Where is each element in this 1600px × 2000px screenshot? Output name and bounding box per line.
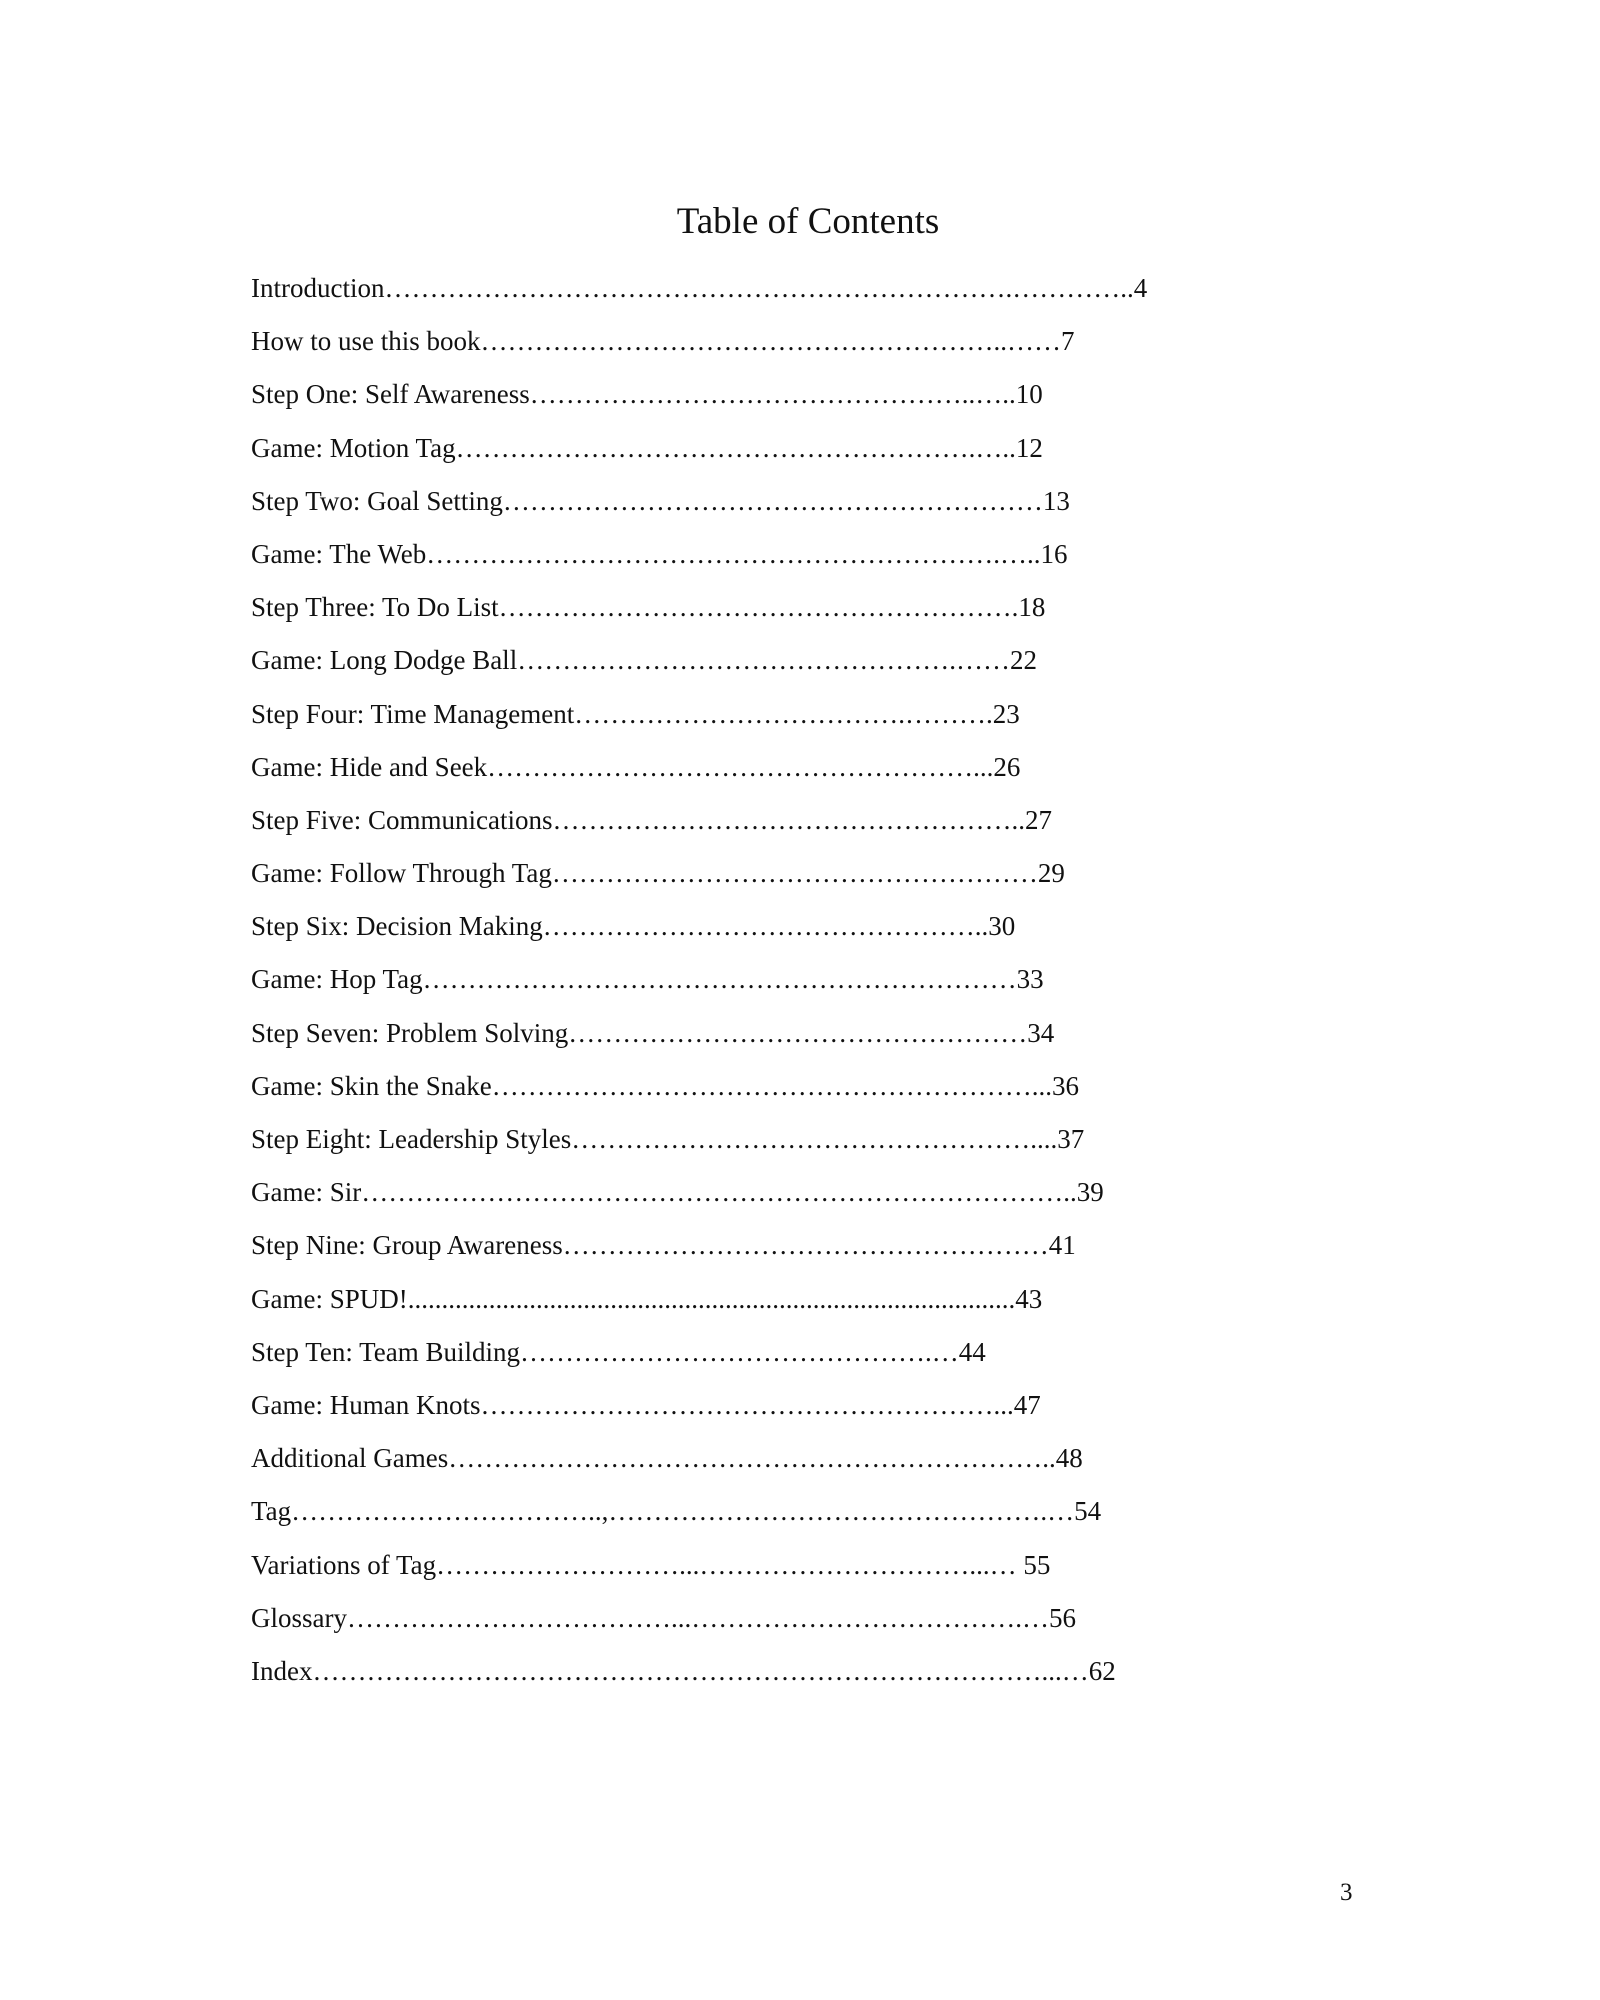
toc-entry-step-six: Step Six: Decision Making…………………………………………..30	[251, 911, 1016, 942]
toc-entry-game-motion-tag: Game: Motion Tag………………………………………………….…..12	[251, 432, 1043, 463]
toc-entry-game-follow-through-tag: Game: Follow Through Tag………………………………………………29	[251, 858, 1065, 889]
toc-entry-step-two: Step Two: Goal Setting……………………………………………………13	[251, 485, 1070, 516]
toc-entry-game-the-web: Game: The Web……………………………………………………….…..16	[251, 538, 1068, 569]
toc-entry-game-sir: Game: Sir……………………………………………………………………..39	[251, 1177, 1104, 1208]
toc-entry-step-four: Step Four: Time Management……………………………….……….23	[251, 698, 1020, 729]
toc-entry-game-hide-and-seek: Game: Hide and Seek………………………………………………...26	[251, 751, 1021, 782]
toc-entry-step-eight: Step Eight: Leadership Styles……………………………………………....37	[251, 1124, 1085, 1154]
toc-entry-step-one: Step One: Self Awareness…………………………………………..…..10	[251, 379, 1043, 410]
toc-entry-game-hop-tag: Game: Hop Tag…………………………………………………………33	[251, 964, 1044, 995]
toc-entry-game-skin-the-snake: Game: Skin the Snake……………………………………………………...36	[251, 1070, 1079, 1101]
toc-entry-step-nine: Step Nine: Group Awareness………………………………………………41	[251, 1230, 1076, 1261]
toc-entry-glossary: Glossary………………………………...……………………………….…56	[251, 1602, 1076, 1633]
toc-entry-additional-games: Additional Games…………………………………………………………..48	[251, 1443, 1083, 1474]
toc-entry-step-ten: Step Ten: Team Building……………………………………….…44	[251, 1336, 986, 1367]
toc-entry-tag: Tag……………………………..,………………………………………….…54	[251, 1496, 1102, 1527]
toc-entry-introduction: Introduction…………………………………………………………….…………..4	[251, 273, 1148, 303]
toc-entry-variations-of-tag: Variations of Tag………………………...…………………………...… 55	[251, 1549, 1051, 1580]
toc-list	[251, 266, 1351, 1702]
toc-entry-step-three: Step Three: To Do List………………………………………………….18	[251, 592, 1046, 623]
page-title: Table of Contents	[676, 201, 940, 242]
toc-entry-game-human-knots: Game: Human Knots…………………………………………………...47	[251, 1389, 1041, 1420]
toc-entry-step-seven: Step Seven: Problem Solving……………………………………………34	[251, 1017, 1055, 1048]
toc-entry-game-long-dodge-ball: Game: Long Dodge Ball………………………………………….……22	[251, 645, 1037, 676]
toc-entry-how-to-use: How to use this book…………………………………………………..……7	[251, 326, 1075, 357]
toc-entry-game-spud: Game: SPUD!..........................................................................................43	[251, 1283, 1043, 1314]
page-number: 3	[1340, 1879, 1353, 1906]
toc-entry-index: Index………………………………………………………………………...…62	[251, 1655, 1116, 1686]
toc-entry-step-five: Step Five: Communications……………………………………………..27	[251, 804, 1052, 835]
